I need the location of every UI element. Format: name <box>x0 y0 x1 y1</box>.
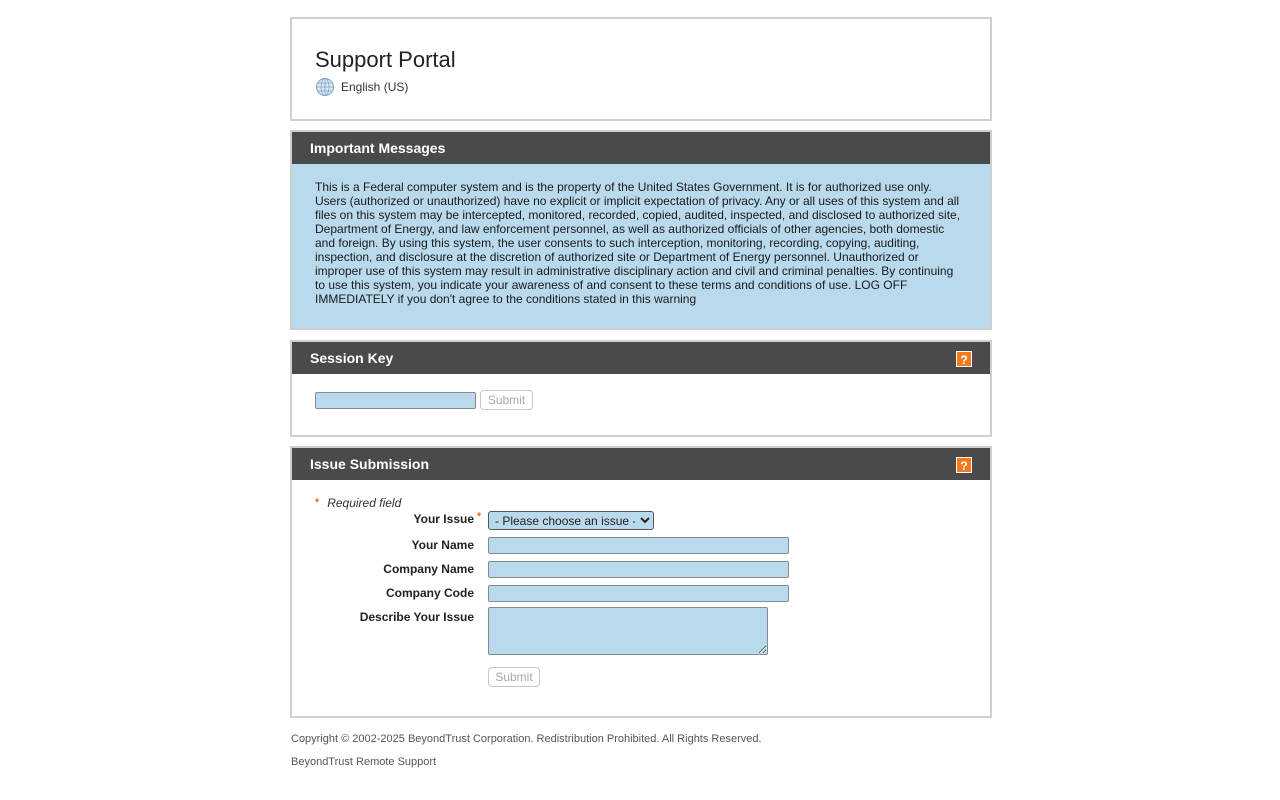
issue-submission-header <box>292 448 990 480</box>
warning-message: This is a Federal computer system and is the property of the United States Government. It is for authorized use only. Users (authorized or unauthorized) have no explicit or implicit expectation of privacy. Any or all uses of this system and all files on this system may be intercepted, monitored, recorded, copied, audited, inspected, and disclosed to authorized site, Department of Energy, and law enforcement personnel, as well as authorized officials of other agencies, both domestic and foreign. By using this system, the user consents to such interception, monitoring, recording, copying, auditing, inspection, and disclosure at the discretion of authorized site or Department of Energy personnel. Unauthorized or improper use of this system may result in administrative disciplinary action and civil and criminal penalties. By continuing to use this system, you indicate your awareness of and consent to these terms and conditions of use. LOG OFF IMMEDIATELY if you don't agree to the conditions stated in this warning <box>315 180 961 306</box>
required-field-legend <box>315 493 402 510</box>
required-field-text: Required field <box>327 496 402 510</box>
language-selector[interactable] <box>315 77 408 97</box>
session-key-input[interactable] <box>315 392 476 409</box>
describe-issue-label: Describe Your Issue <box>359 610 474 624</box>
important-messages-heading: Important Messages <box>292 132 990 164</box>
session-key-panel <box>290 340 992 437</box>
your-name-label: Your Name <box>411 538 474 552</box>
company-code-label: Company Code <box>385 586 474 600</box>
session-key-header <box>292 342 990 374</box>
issue-select[interactable] <box>488 511 654 530</box>
important-messages-panel <box>290 130 992 330</box>
your-issue-label: Your Issue <box>413 512 474 526</box>
your-name-input[interactable] <box>488 537 789 554</box>
language-label[interactable]: English (US) <box>341 80 409 94</box>
your-issue-required-marker: • <box>477 507 482 521</box>
portal-header-panel <box>290 17 992 121</box>
issue-submission-help-icon[interactable]: ? <box>956 457 972 473</box>
issue-submit-button[interactable]: Submit <box>488 667 540 687</box>
company-code-input[interactable] <box>488 585 789 602</box>
issue-submission-heading: Issue Submission <box>310 456 430 472</box>
copyright-text: Copyright © 2002-2025 BeyondTrust Corporation. Redistribution Prohibited. All Rights Reserved. <box>291 733 762 745</box>
session-key-submit-button[interactable]: Submit <box>480 390 533 410</box>
page-title: Support Portal <box>315 47 456 72</box>
company-name-input[interactable] <box>488 561 789 578</box>
issue-submission-panel <box>290 446 992 718</box>
product-name-text: BeyondTrust Remote Support <box>291 756 437 768</box>
session-key-heading: Session Key <box>310 350 394 366</box>
session-key-help-icon[interactable]: ? <box>956 351 972 367</box>
describe-issue-textarea[interactable] <box>488 607 768 655</box>
required-marker-icon: • <box>315 493 320 507</box>
company-name-label: Company Name <box>383 562 474 576</box>
globe-icon <box>315 77 335 97</box>
